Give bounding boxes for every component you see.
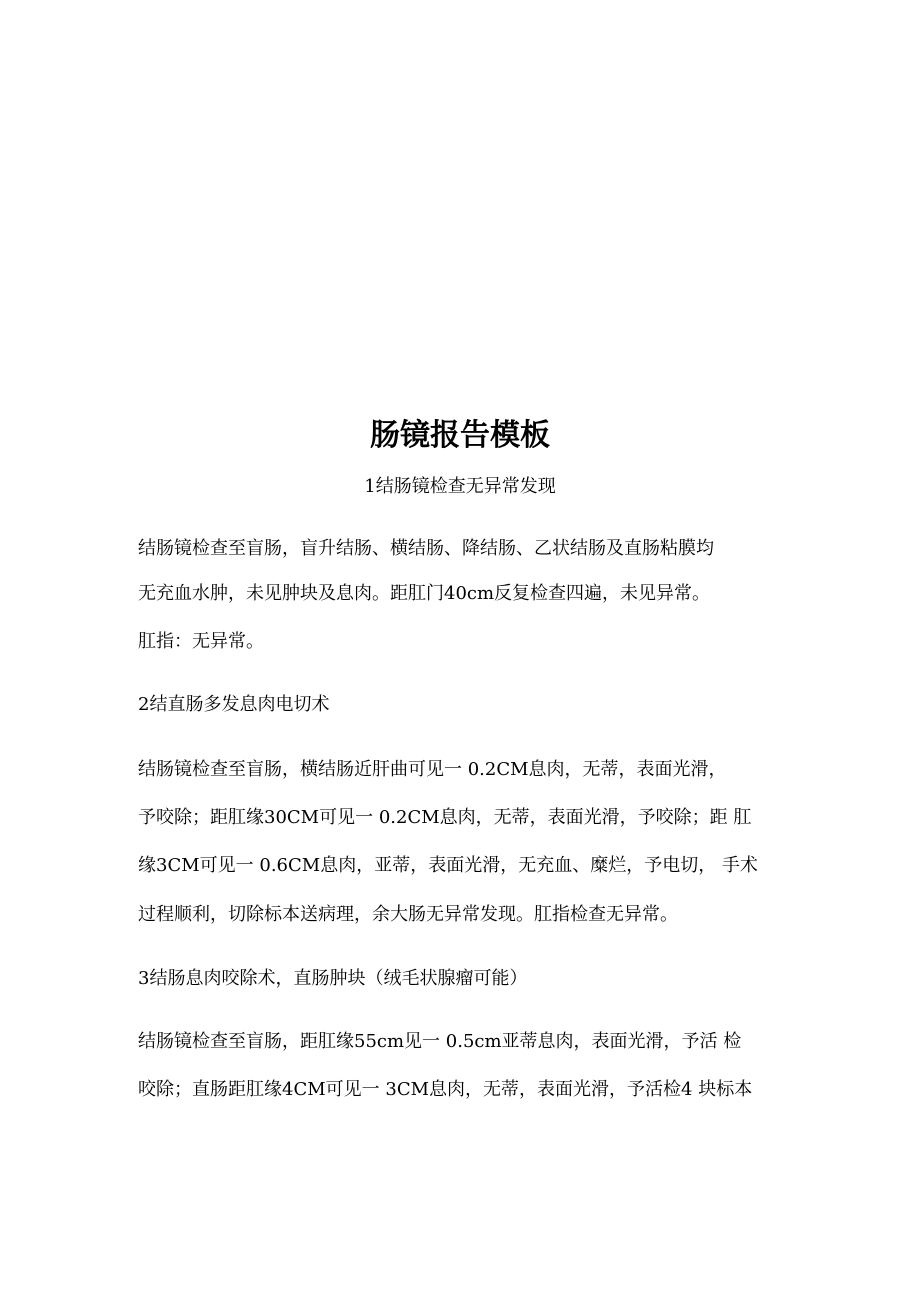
- document-title: 肠镜报告模板: [370, 418, 550, 453]
- section-3-line-2: 咬除；直肠距肛缘4CM可见一 3CM息肉，无蒂，表面光滑，予活检4 块标本: [138, 1079, 753, 1100]
- section-1-line-3: 肛指：无异常。: [138, 631, 264, 652]
- section-2-line-1: 结肠镜检查至盲肠，横结肠近肝曲可见一 0.2CM息肉，无蒂，表面光滑，: [138, 759, 727, 780]
- section-1-line-2: 无充血水肿，未见肿块及息肉。距肛门40cm反复检查四遍，未见异常。: [138, 583, 711, 604]
- section-2-line-3: 缘3CM可见一 0.6CM息肉，亚蒂，表面光滑，无充血、糜烂，予电切， 手术: [138, 855, 758, 876]
- section-2-heading: 2结直肠多发息肉电切术: [138, 694, 330, 715]
- section-3-heading: 3结肠息肉咬除术，直肠肿块（绒毛状腺瘤可能）: [138, 968, 528, 989]
- section-1-heading: 1结肠镜检查无异常发现: [364, 476, 556, 497]
- section-2-line-2: 予咬除；距肛缘30CM可见一 0.2CM息肉，无蒂，表面光滑，予咬除；距 肛: [138, 807, 752, 828]
- section-3-line-1: 结肠镜检查至盲肠，距肛缘55cm见一 0.5cm亚蒂息肉，表面光滑，予活 检: [138, 1031, 742, 1052]
- section-1-line-1: 结肠镜检查至盲肠，盲升结肠、横结肠、降结肠、乙状结肠及直肠粘膜均: [138, 538, 714, 559]
- section-2-line-4: 过程顺利，切除标本送病理，余大肠无异常发现。肛指检查无异常。: [138, 904, 678, 925]
